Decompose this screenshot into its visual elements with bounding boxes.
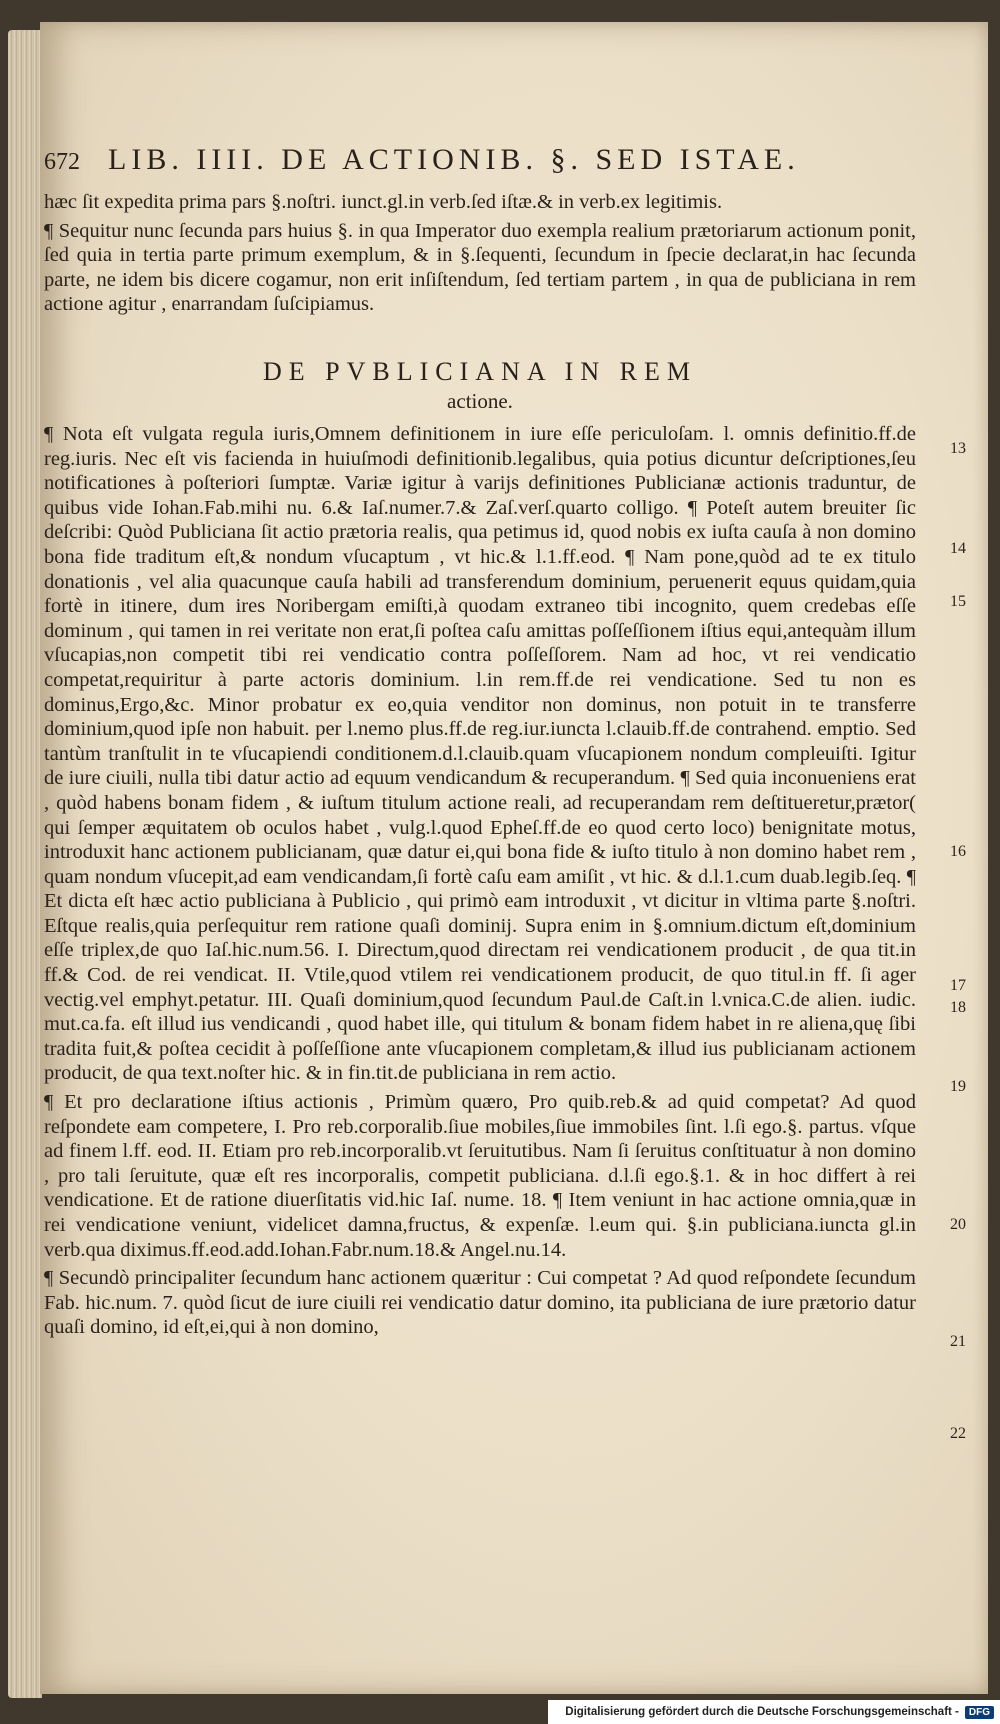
margin-number: 19 [950, 1078, 966, 1095]
margin-number: 20 [950, 1216, 966, 1233]
page-header [44, 143, 914, 183]
section-heading [44, 356, 916, 414]
intro-paragraph: ¶ Sequitur nunc ſecunda pars huius §. in qua Imperator duo exempla realium prætoriarum actionum ponit, ſed quia in tertia parte primum exemplum, & in §.ſequenti, ſecundum in ſpecie declarat,in hac ſecunda parte, ne idem bis dicere cogamur, non erit inſiſtendum, ſed tertiam partem , in qua de publiciana in rem actione agitur , enarrandam ſuſcipiamus. [44, 219, 916, 316]
digitization-footer [548, 1700, 1000, 1724]
margin-number: 18 [950, 999, 966, 1016]
margin-number: 16 [950, 843, 966, 860]
book-page-edges [8, 30, 42, 1698]
margin-number: 17 [950, 977, 966, 994]
paragraph: ¶ Et pro declaratione iſtius actionis , Primùm quæro, Pro quib.reb.& ad quid competat? Ad quod reſpondete eam competere, I. Pro reb.corporalib.ſiue mobiles,ſiue immobiles ſint. l.ſi ego.§. partus. vſque ad finem l.ff. eod. II. Etiam pro reb.incorporalib.vt ſeruitutibus. Nam ſi ſeruitus conſtituatur à non domino , pro tali ſeruitute, quæ eſt res incorporalis, competit publiciana. d.l.ſi ego.§.1. & in hoc differt à rei vendicatione. Et de ratione diuerſitatis vid.hic Iaſ. nume. 18. ¶ Item veniunt in hac actione omnia,quæ in rei vendicatione veniunt, videlicet damna,fructus, & expenſæ. l.eum qui. §.in publiciana.iuncta gl.in verb.qua diximus.ff.eod.add.Iohan.Fabr.num.18.& Angel.nu.14. [44, 1091, 916, 1261]
paragraph: ¶ Secundò principaliter ſecundum hanc actionem quæritur : Cui competat ? Ad quod reſpondete ſecundum Fab. hic.num. 7. quòd ſicut de iure ciuili rei vendicatio datur domino, ita publiciana de iure prætorio datur quaſi domino, id eſt,ei,qui à non domino, [44, 1267, 916, 1339]
intro-line: hæc ſit expedita prima pars §.noſtri. iunct.gl.in verb.ſed iſtæ.& in verb.ex legitimis. [44, 191, 723, 213]
page-number: 672 [44, 149, 80, 175]
margin-numbers [950, 0, 984, 1724]
margin-number: 15 [950, 593, 966, 610]
intro-text [44, 190, 916, 317]
section-subtitle: actione. [447, 389, 513, 413]
body-text [44, 418, 916, 1340]
footer-credit: Digitalisierung gefördert durch die Deutsche Forschungsgemeinschaft - [565, 1706, 959, 1718]
section-title: DE PVBLICIANA IN REM [263, 357, 697, 386]
paragraph: ¶ Nota eſt vulgata regula iuris,Omnem definitionem in iure eſſe periculoſam. l. omnis definitio.ff.de reg.iuris. Nec eſt vis facienda in huiuſmodi definitionib.legalibus, quia potius dicuntur deſcriptiones,ſeu notificationes à poſteriori ſumptæ. Variæ igitur à varijs definitiones Publicianæ actionis traduntur, de quibus vide Iohan.Fab.mihi nu. 6.& Iaſ.numer.7.& Zaſ.verſ.quarto colligo. ¶ Poteſt autem breuiter ſic deſcribi: Quòd Publiciana ſit actio prætoria realis, qua petimus id, quod nobis ex iuſta cauſa à non domino bona fide traditum eſt,& nondum vſucaptum , vt hic.& l.1.ff.eod. ¶ Nam pone,quòd ad te ex titulo donationis , vel alia quacunque cauſa habili ad transferendum dominium, peruenerit equus quidam,quia fortè in itinere, dum ires Noribergam emiſti,à quodam extraneo tibi incognito, quem credebas eſſe dominum , qui tamen in rei veritate non erat,ſi poſtea caſu amittas poſſeſſionem iſtius equi,antequàm illum vſucapias,non competit tibi rei vendicatio contra poſſeſſorem. Nam ad hoc, vt rei vendicatio competat,requiritur à parte actoris dominium. l.in rem.ff.de rei vendicatione. Sed tu non es dominus,Ergo,&c. Minor probatur ex eo,quia venditor non dominus, non potuit in te transferre dominium,quod ipſe non habuit. per l.nemo plus.ff.de reg.iur.iuncta l.clauib.ff.de contrahend. emptio. Sed tantùm tranſtulit in te vſucapiendi conditionem.d.l.clauib.quam vſucapionem nondum compleuiſti. Igitur de iure ciuili, nulla tibi datur actio ad equum vendicandum & recuperandum. ¶ Sed quia inconueniens erat , quòd habens bonam fidem , & iuſtum titulum actione reali, ad recuperandam rem deſtitueretur,prætor( qui ſemper æquitatem ob oculos habet , vulg.l.quod Epheſ.ff.de eo quod certo loco) benignitate motus, introduxit hanc actionem publicianam, quæ datur ei,qui bona fide & iuſto titulo à non domino habet rem , quam nondum vſucepit,ad eam vendicandam,ſi fortè caſu eam amiſit , vt hic. & d.l.1.cum duab.legib.ſeq. ¶ Et dicta eſt hæc actio publiciana à Publicio , qui primò eam introduxit , vt dicitur in vltima parte §.noſtri. Eſtque realis,quia perſequitur rem ratione quaſi dominij. Supra enim in §.omnium.dictum eſt,dominium eſſe triplex,de quo Iaſ.hic.num.56. I. Directum,quod directam rei vendicationem producit , de qua tit.in ff.& Cod. de rei vendicat. II. Vtile,quod vtilem rei vendicationem producit, de quo titul.in ff. ſi ager vectig.vel emphyt.petatur. III. Quaſi dominium,quod ſecundum Paul.de Caſt.in l.vnica.C.de alien. iudic. mut.ca.fa. eſt illud ius vendicandi , quod habet ille, qui titulum & bonam fidem habet in re aliena,quę ſibi tradita fuit,& poſtea cecidit à poſſeſſione ante vſucapionem completam,& illud ius publicianam actionem producit, de qua text.noſter hic. & in fin.tit.de publiciana in rem actio. [44, 423, 916, 1085]
dfg-logo-icon: DFG [965, 1706, 994, 1719]
margin-number: 13 [950, 440, 966, 457]
margin-number: 21 [950, 1333, 966, 1350]
margin-number: 14 [950, 540, 966, 557]
running-head: LIB. IIII. DE ACTIONIB. §. SED ISTAE. [108, 143, 800, 176]
margin-number: 22 [950, 1425, 966, 1442]
